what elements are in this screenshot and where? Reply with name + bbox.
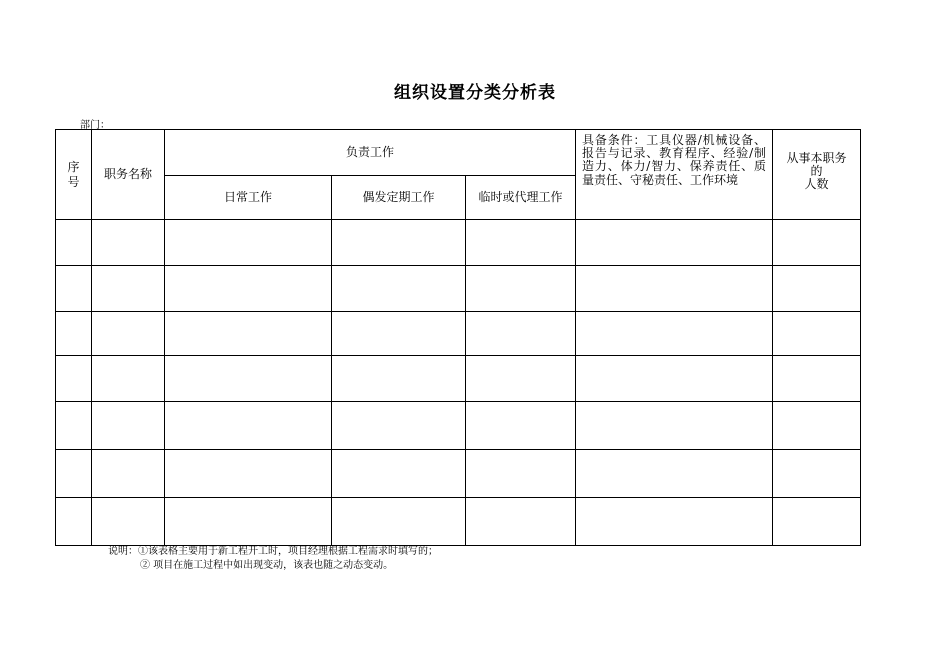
table-cell [466, 266, 576, 312]
header-daily: 日常工作 [165, 176, 332, 220]
table-cell [576, 402, 773, 450]
table-cell [332, 450, 466, 498]
table-cell [92, 356, 165, 402]
table-cell [56, 498, 92, 546]
table-cell [466, 356, 576, 402]
table-cell [466, 498, 576, 546]
table-cell [165, 312, 332, 356]
table-cell [332, 498, 466, 546]
header-position-name: 职务名称 [92, 130, 165, 220]
table-cell [165, 498, 332, 546]
table-cell [165, 220, 332, 266]
table-cell [332, 312, 466, 356]
table-cell [92, 312, 165, 356]
header-responsibility: 负责工作 [165, 130, 576, 176]
table-cell [773, 266, 861, 312]
table-cell [773, 450, 861, 498]
table-cell [773, 402, 861, 450]
table-cell [773, 220, 861, 266]
table-cell [576, 220, 773, 266]
table-cell [92, 402, 165, 450]
table-cell [773, 356, 861, 402]
table-cell [576, 356, 773, 402]
table-cell [773, 498, 861, 546]
header-occasional: 偶发定期工作 [332, 176, 466, 220]
table-cell [56, 450, 92, 498]
table-cell [92, 450, 165, 498]
table-cell [165, 266, 332, 312]
table-cell [466, 402, 576, 450]
header-row-1 [56, 130, 861, 176]
table-cell [332, 356, 466, 402]
table-cell [165, 450, 332, 498]
department-label: 部门： [80, 120, 110, 131]
table-cell [56, 266, 92, 312]
table-row [56, 402, 861, 450]
analysis-table [55, 129, 861, 546]
table-cell [576, 498, 773, 546]
note-line-2: ② 项目在施工过程中如出现变动，该表也随之动态变动。 [140, 559, 394, 571]
table-cell [56, 356, 92, 402]
table-cell [576, 312, 773, 356]
table-cell [576, 450, 773, 498]
table-cell [332, 220, 466, 266]
table-row [56, 266, 861, 312]
note-line-1: 说明：①该表格主要用于新工程开工时，项目经理根据工程需求时填写的； [108, 546, 438, 557]
table-cell [56, 220, 92, 266]
table-cell [56, 312, 92, 356]
table-cell [332, 266, 466, 312]
table-row [56, 498, 861, 546]
table-cell [56, 402, 92, 450]
table-cell [466, 312, 576, 356]
table-cell [92, 266, 165, 312]
table-row [56, 450, 861, 498]
table-cell [92, 220, 165, 266]
table-cell [773, 312, 861, 356]
table-cell [332, 402, 466, 450]
header-temporary: 临时或代理工作 [466, 176, 576, 220]
table-cell [576, 266, 773, 312]
header-count: 从事本职务 的 人数 [773, 130, 861, 220]
header-seq: 序 号 [56, 130, 92, 220]
table-cell [92, 498, 165, 546]
table-cell [165, 356, 332, 402]
notes [108, 545, 438, 572]
table-row [56, 312, 861, 356]
table-cell [466, 220, 576, 266]
header-conditions: 具备条件：工具仪器/机械设备、报告与记录、教育程序、经验/制造力、体力/智力、保养责任、质量责任、守秘责任、工作环境 [576, 130, 773, 220]
table-cell [466, 450, 576, 498]
table-row [56, 356, 861, 402]
table-row [56, 220, 861, 266]
page-title: 组织设置分类分析表 [394, 83, 556, 103]
table-cell [165, 402, 332, 450]
